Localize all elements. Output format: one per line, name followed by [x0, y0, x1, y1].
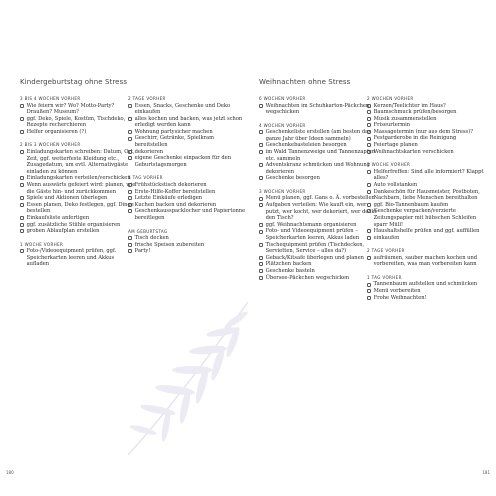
- checkbox-icon[interactable]: [367, 143, 371, 147]
- checklist-item: [128, 202, 246, 209]
- checklist-item-text: Friseurtermin: [373, 122, 411, 129]
- checklist-item-text: Helfer organisieren (?): [26, 128, 87, 135]
- checkbox-icon[interactable]: [259, 243, 263, 247]
- checklist-item-text: im Wald Tannenzweige und Tannenzapfen etc. sammeln: [265, 148, 375, 162]
- checklist-item: [20, 182, 138, 195]
- right-column-1: [259, 96, 377, 288]
- checkbox-icon[interactable]: [128, 249, 132, 253]
- checkbox-icon[interactable]: [20, 130, 24, 134]
- checkbox-icon[interactable]: [128, 190, 132, 194]
- checklist-item: [20, 116, 138, 129]
- group-heading: 2 TAGE VORHER: [367, 248, 405, 254]
- checklist-item: [367, 169, 485, 182]
- checkbox-icon[interactable]: [20, 183, 24, 187]
- checkbox-icon[interactable]: [367, 209, 371, 213]
- checklist-item: [20, 222, 138, 229]
- checklist-item-text: ggf. Weihnachtsmann organisieren: [265, 221, 357, 228]
- checklist-item: [367, 109, 485, 116]
- checkbox-icon[interactable]: [259, 104, 263, 108]
- checkbox-icon[interactable]: [259, 130, 263, 134]
- checkbox-icon[interactable]: [128, 196, 132, 200]
- checkbox-icon[interactable]: [259, 203, 263, 207]
- checkbox-icon[interactable]: [259, 176, 263, 180]
- checklist-item-text: Weihnachten im Schuhkarton-Päckchen wegschicken: [265, 102, 370, 116]
- checkbox-icon[interactable]: [20, 176, 24, 180]
- checklist-item: [367, 135, 485, 142]
- checklist-item-text: Adventskranz schmücken und Wohnung dekorieren: [265, 162, 370, 175]
- checklist-item-text: Weihnachtskarten verschicken: [373, 148, 454, 155]
- checklist-item: [259, 268, 377, 275]
- checklist-group: [128, 96, 246, 168]
- checkbox-icon[interactable]: [20, 223, 24, 227]
- checkbox-icon[interactable]: [20, 203, 24, 207]
- checklist-item-text: Geback/Kitsafe überlegen und planen: [265, 254, 364, 261]
- checklist-item-text: Plätzchen backen: [265, 261, 312, 268]
- checklist-item-text: Tannenbaum aufstellen und schmücken: [373, 281, 478, 288]
- checkbox-icon[interactable]: [367, 170, 371, 174]
- group-heading: 4 WOCHEN VORHER: [259, 122, 306, 128]
- checkbox-icon[interactable]: [259, 276, 263, 280]
- checklist-item: [20, 228, 138, 235]
- checklist-item-text: Aufgaben verteilen: Wie kauft ein, wer putzt, wer kocht, wer dekoriert, wer deckt den Tisch?: [265, 202, 377, 222]
- checklist-item-text: Wenn auswärts gefeiert wird: planen, wie die Gäste hin- und zurückkommen: [26, 181, 136, 195]
- checklist-item: [259, 255, 377, 262]
- checkbox-icon[interactable]: [259, 197, 263, 201]
- checklist-item: [367, 149, 485, 156]
- checklist-item-text: Geschenkeliste erstellen (am besten das ganze Jahr über Ideen sammeln): [265, 129, 371, 142]
- checkbox-icon[interactable]: [20, 216, 24, 220]
- checkbox-icon[interactable]: [128, 150, 132, 154]
- checklist-item-text: Erste-Hilfe-Koffer bereitstellen: [134, 188, 216, 195]
- checklist-item-text: Frohe Weihnachten!: [373, 294, 427, 301]
- checkbox-icon[interactable]: [259, 262, 263, 266]
- checklist-item: [259, 195, 377, 202]
- checklist-item-text: Kerzen/Teelichter im Haus?: [373, 102, 446, 109]
- checkbox-icon[interactable]: [367, 296, 371, 300]
- checkbox-icon[interactable]: [128, 236, 132, 240]
- checkbox-icon[interactable]: [259, 269, 263, 273]
- checklist-group: [367, 275, 485, 301]
- checklist-item-text: Wohnung partysicher machen: [134, 128, 213, 135]
- checklist-item-text: Musik zusammenstellen: [373, 115, 437, 122]
- checklist-item: [259, 242, 377, 255]
- group-heading: 3 WOCHEN VORHER: [259, 188, 306, 194]
- checklist-item: [259, 162, 377, 175]
- group-heading: 1 WOCHE VORHER: [367, 162, 411, 168]
- checklist-item-text: Geschenke verpacken/verzierte Zeitungspapier mit hübschen Schleifen sparr Müll!: [373, 208, 477, 228]
- checklist-group: [367, 96, 485, 155]
- checklist-item: [128, 155, 246, 168]
- checkbox-icon[interactable]: [367, 229, 371, 233]
- checklist-item: [367, 182, 485, 189]
- checklist-group: [128, 175, 246, 221]
- checklist-item: [367, 208, 485, 228]
- checklist-item-text: Dankeschön für Hausmeister, Postboten, Nachbarn, liebe Menschen bereithalten: [373, 188, 480, 202]
- checklist-item-text: Helferfreffen: Sind alle informiert? Klappt alles?: [373, 168, 484, 182]
- checklist-group: [20, 142, 138, 234]
- checkbox-icon[interactable]: [367, 150, 371, 154]
- checklist-group: [128, 229, 246, 255]
- leaf-icon: [108, 290, 258, 460]
- checkbox-icon[interactable]: [259, 256, 263, 260]
- checklist-item-text: Wie feiern wir? Wo? Motto-Party? Draußen? Museum?: [26, 102, 115, 116]
- checkbox-icon[interactable]: [128, 183, 132, 187]
- checklist-item-text: aufräumen, sauber machen kochen und vorbereiten, was man vorbereiten kann: [373, 254, 478, 268]
- checkbox-icon[interactable]: [367, 203, 371, 207]
- checkbox-icon[interactable]: [367, 110, 371, 114]
- checklist-item: [20, 215, 138, 222]
- checklist-item: [259, 149, 377, 162]
- checkbox-icon[interactable]: [367, 117, 371, 121]
- checklist-item-text: Auto vollstanken: [373, 181, 418, 188]
- checklist-item-text: Foto-/Videoequipment prüfen, ggf. Speicherkarten leeren und Akkus aufladen: [26, 248, 117, 268]
- checklist-item: [20, 149, 138, 175]
- checkbox-icon[interactable]: [259, 163, 263, 167]
- checklist-item: [20, 129, 138, 136]
- checklist-item-text: Letzte Einkäufe erledigen: [134, 195, 203, 202]
- checklist-item: [259, 142, 377, 149]
- checkbox-icon[interactable]: [367, 256, 371, 260]
- checklist-item: [367, 202, 485, 209]
- left-page-title: Kindergeburtstag ohne Stress: [20, 78, 128, 86]
- checklist-item: [367, 228, 485, 235]
- checklist-item-text: Feiertage planen: [373, 142, 418, 149]
- group-heading: 1 TAG VORHER: [128, 175, 163, 181]
- checklist-item: [367, 255, 485, 268]
- checklist-item: [367, 189, 485, 202]
- checklist-item: [128, 129, 246, 136]
- checklist-group: [367, 248, 485, 268]
- checklist-item-text: Baumschmuck prüfen/besorgen: [373, 109, 457, 116]
- checklist-item: [259, 202, 377, 222]
- checkbox-icon[interactable]: [367, 130, 371, 134]
- checklist-item: [128, 248, 246, 255]
- checklist-item: [128, 182, 246, 189]
- checkbox-icon[interactable]: [259, 223, 263, 227]
- checklist-item: [259, 275, 377, 282]
- checkbox-icon[interactable]: [20, 229, 24, 233]
- group-heading: 1 WOCHE VORHER: [20, 241, 64, 247]
- checkbox-icon[interactable]: [367, 236, 371, 240]
- checklist-item-text: Tisch decken: [134, 235, 169, 241]
- checkbox-icon[interactable]: [128, 156, 132, 160]
- checklist-item: [367, 116, 485, 123]
- checklist-item-text: Haushaltshelfe prüfen und ggf. auffüllen: [373, 228, 480, 235]
- checklist-item-text: Frühstückstisch dekorieren: [134, 181, 207, 188]
- group-heading: 1 TAG VORHER: [367, 274, 402, 280]
- checklist-item: [128, 195, 246, 202]
- checklist-item: [367, 103, 485, 110]
- checklist-item-text: groben Ablaufplan erstellen: [26, 228, 100, 235]
- checklist-item: [367, 129, 485, 136]
- checklist-item-text: Geschenkebasteleien besorgen: [265, 142, 347, 149]
- checkbox-icon[interactable]: [20, 249, 24, 253]
- checklist-item: [128, 135, 246, 148]
- checklist-item: [259, 222, 377, 229]
- checklist-item-text: Tischequipment prüfen (Tischdecken, Servietten, Service – alles da?): [265, 241, 365, 255]
- checkbox-icon[interactable]: [20, 150, 24, 154]
- left-column-2: [128, 96, 246, 262]
- checklist-item-text: Geschenke besorgen: [265, 175, 320, 182]
- group-heading: 2 BIS 3 WOCHEN VORHER: [20, 142, 81, 148]
- checkbox-icon[interactable]: [128, 130, 132, 134]
- checklist-item: [128, 242, 246, 249]
- checklist-item: [259, 175, 377, 182]
- checkbox-icon[interactable]: [367, 123, 371, 127]
- checklist-item: [259, 261, 377, 268]
- checkbox-icon[interactable]: [367, 183, 371, 187]
- checklist-item-text: Geschenkausspacklocher und Papiertonne bereitlegen: [134, 208, 246, 221]
- checkbox-icon[interactable]: [20, 117, 24, 121]
- checkbox-icon[interactable]: [259, 150, 263, 154]
- checklist-item-text: Einladungskarten verteilen/verschicken: [26, 175, 131, 182]
- checkbox-icon[interactable]: [259, 230, 263, 234]
- checklist-item-text: Menü planen, ggf. Gans o. Ä. vorbestellen: [265, 195, 375, 202]
- checklist-item-text: dekorieren: [134, 148, 164, 155]
- checkbox-icon[interactable]: [128, 209, 132, 213]
- left-column-1: [20, 96, 138, 275]
- group-heading: AM GEBURTSTAG: [128, 228, 168, 234]
- checklist-item: [128, 189, 246, 196]
- checklist-item-text: Massagetermin (nur aus dem Stress)?: [373, 128, 473, 135]
- checklist-item: [367, 235, 485, 242]
- checklist-item-text: Geschirr, Getränke, Spielkram bereitstellen: [134, 135, 214, 149]
- right-page-number: 181: [482, 470, 490, 475]
- checklist-item-text: alles kochen und backen, was jetzt schon erledigt werden kann: [134, 115, 243, 129]
- checklist-item: [20, 103, 138, 116]
- checklist-item-text: ggf. Deko, Spiele, Kostüm, Tischdeko, Rezepte recherchieren: [26, 115, 126, 129]
- checklist-item-text: Einkaufsliste anfertigen: [26, 214, 90, 221]
- checklist-item-text: frische Speisen zubereiten: [134, 241, 205, 248]
- group-heading: 2 WOCHEN VORHER: [367, 96, 414, 101]
- right-page-title: Weihnachten ohne Stress: [259, 78, 351, 86]
- checklist-item-text: einkaufen: [373, 234, 400, 241]
- checkbox-icon[interactable]: [128, 137, 132, 141]
- checklist-item: [20, 202, 138, 215]
- checklist-item: [128, 116, 246, 129]
- checklist-group: [259, 123, 377, 182]
- checklist-item-text: eigene Geschenke einpacken für den Geburtstagsmorgen: [134, 155, 232, 168]
- checklist-item-text: Foto- und Videoequipment prüfen – Speicherkarten leeren, Akkus laden: [265, 228, 360, 241]
- checkbox-icon[interactable]: [367, 104, 371, 108]
- checklist-item: [259, 103, 377, 116]
- checklist-group: [20, 96, 138, 135]
- checkbox-icon[interactable]: [20, 104, 24, 108]
- checkbox-icon[interactable]: [367, 137, 371, 141]
- group-heading: 2 TAGE VORHER: [128, 96, 166, 101]
- checklist-item: [128, 149, 246, 156]
- checkbox-icon[interactable]: [128, 203, 132, 207]
- checklist-item-text: Übersee-Päckchen wegschicken: [265, 274, 350, 281]
- checkbox-icon[interactable]: [367, 283, 371, 287]
- checklist-item-text: Kuchen backen und dekorieren: [134, 201, 217, 208]
- checklist-item: [20, 248, 138, 268]
- checklist-item: [367, 288, 485, 295]
- checklist-group: [20, 242, 138, 268]
- checklist-item-text: Spiele und Aktionen überlegen: [26, 195, 108, 202]
- checklist-item-text: Menü vorbereiten: [373, 288, 421, 295]
- checklist-item: [128, 103, 246, 116]
- checklist-item: [128, 208, 246, 221]
- checklist-item: [367, 295, 485, 302]
- checklist-item: [367, 281, 485, 288]
- checkbox-icon[interactable]: [128, 104, 132, 108]
- checklist-item-text: ggf. Bio-Tannenbaum kaufen: [373, 201, 449, 208]
- checkbox-icon[interactable]: [128, 117, 132, 121]
- checklist-item-text: Einladungskarten schreiben: Datum, Ort, Zeit, ggf. wetterfeste Kleidung etc., Zusagedatum, um evtl. Alternativgäste einladen zu können: [26, 148, 135, 175]
- checklist-item: [259, 129, 377, 142]
- checklist-item: [20, 175, 138, 182]
- checkbox-icon[interactable]: [367, 190, 371, 194]
- checklist-item: [367, 122, 485, 129]
- checklist-item: [128, 235, 246, 242]
- right-column-2: [367, 96, 485, 308]
- checkbox-icon[interactable]: [20, 196, 24, 200]
- checklist-group: [259, 96, 377, 116]
- checkbox-icon[interactable]: [259, 143, 263, 147]
- group-heading: 3 BIS 4 WOCHEN VORHER: [20, 96, 81, 101]
- checklist-group: [367, 162, 485, 241]
- checklist-item-text: Essen, Snacks, Geschenke und Deko einkaufen: [134, 102, 231, 116]
- group-heading: 6 WOCHEN VORHER: [259, 96, 306, 101]
- checkbox-icon[interactable]: [367, 289, 371, 293]
- checklist-item: [367, 142, 485, 149]
- left-page-number: 180: [6, 470, 14, 475]
- checklist-item-text: Festgarderobe in die Reinigung: [373, 135, 457, 142]
- checklist-item-text: Essen planen, Deko festlegen, ggf. Dinge bestellen: [26, 201, 134, 215]
- checklist-item-text: Geschenke basteln: [265, 267, 315, 274]
- checkbox-icon[interactable]: [128, 243, 132, 247]
- checklist-item-text: Party!: [134, 248, 151, 255]
- checklist-item: [259, 228, 377, 241]
- checklist-item: [20, 195, 138, 202]
- checklist-group: [259, 189, 377, 281]
- checklist-item-text: ggf. zusätzliche Stühle organisieren: [26, 221, 121, 228]
